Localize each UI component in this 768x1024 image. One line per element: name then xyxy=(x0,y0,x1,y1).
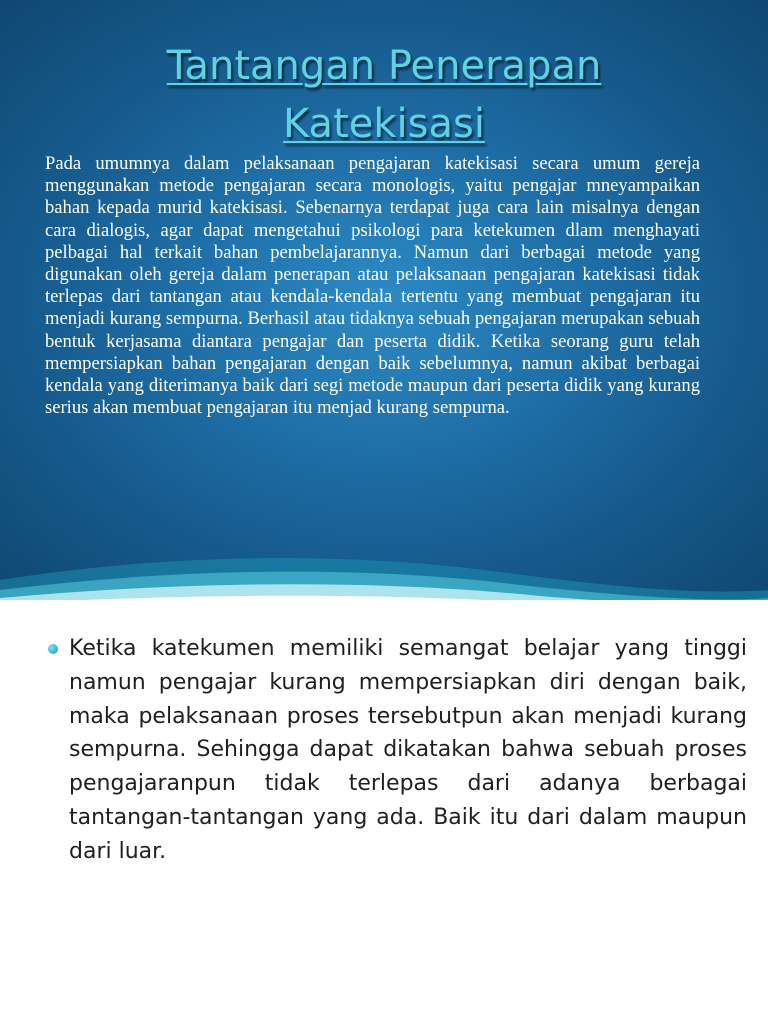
slide-title xyxy=(40,37,728,153)
wave-decoration xyxy=(0,540,768,600)
slide-title-line-2: Katekisasi xyxy=(283,100,485,147)
bullet-text: Ketika katekumen memiliki semangat belajar yang tinggi namun pengajar kurang mempersiapkan diri dengan baik, maka pelaksanaan proses tersebutpun akan menjadi kurang sempurna. Sehingga dapat dikatakan bahwa sebuah proses pengajaranpun tidak terlepas dari adanya berbagai tantangan-tantangan yang ada. Baik itu dari dalam maupun dari luar. xyxy=(69,636,747,864)
slide-title-line-1: Tantangan Penerapan xyxy=(166,42,602,89)
bullet-icon xyxy=(48,644,58,654)
slide-body-paragraph: Pada umumnya dalam pelaksanaan pengajaran katekisasi secara umum gereja menggunakan metode pengajaran secara monologis, yaitu pengajar mneyampaikan bahan kepada murid katekisasi. Sebenarnya terdapat juga cara lain misalnya dengan cara dialogis, agar dapat mengetahui psikologi para ketekumen dlam menghayati pelbagai hal terkait bahan pembelajarannya. Namun dari berbagai metode yang digunakan oleh gereja dalam penerapan atau pelaksanaan pengajaran katekisasi tidak terlepas dari tantangan atau kendala-kendala tertentu yang membuat pengajaran itu menjadi kurang sempurna. Berhasil atau tidaknya sebuah pengajaran merupakan sebuah bentuk kerjasama diantara pengajar dan peserta didik. Ketika seorang guru telah mempersiapkan bahan pengajaran dengan baik sebelumnya, namun akibat berbagai kendala yang diterimanya baik dari segi metode maupun dari peserta didik yang kurang serius akan membuat pengajaran itu menjad kurang sempurna. xyxy=(45,153,700,419)
